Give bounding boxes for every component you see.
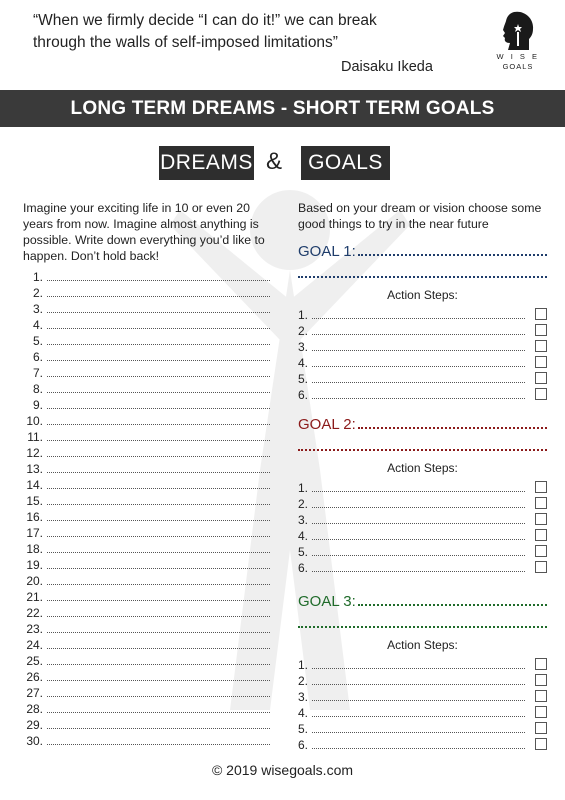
action-step[interactable]	[298, 736, 547, 752]
action-step-checkbox[interactable]	[535, 513, 547, 525]
action-step[interactable]	[298, 338, 547, 354]
dream-write-line[interactable]	[47, 655, 270, 665]
action-step-checkbox[interactable]	[535, 738, 547, 750]
action-step-number: 5.	[298, 545, 309, 559]
action-steps-list	[298, 656, 547, 752]
dream-write-line[interactable]	[47, 719, 270, 729]
dream-write-line[interactable]	[47, 351, 270, 361]
dream-line[interactable]	[23, 300, 270, 316]
dream-line[interactable]	[23, 380, 270, 396]
dream-write-line[interactable]	[47, 671, 270, 681]
dream-write-line[interactable]	[47, 687, 270, 697]
goals-tag: GOALS	[301, 146, 390, 180]
action-step-checkbox[interactable]	[535, 356, 547, 368]
action-step[interactable]	[298, 656, 547, 672]
goal-title: GOAL 1:	[298, 243, 356, 260]
head-silhouette-icon	[500, 10, 536, 52]
action-step-number: 4.	[298, 529, 309, 543]
dream-line[interactable]	[23, 492, 270, 508]
action-step-write-line[interactable]	[312, 341, 525, 351]
dream-line-number: 10.	[26, 414, 43, 428]
action-step[interactable]	[298, 543, 547, 559]
dream-line[interactable]	[23, 508, 270, 524]
action-step-number: 1.	[298, 308, 309, 322]
action-step-write-line[interactable]	[312, 546, 525, 556]
action-step-write-line[interactable]	[312, 723, 525, 733]
action-step[interactable]	[298, 559, 547, 575]
dream-line-number: 27.	[26, 686, 43, 700]
goal-heading	[298, 590, 547, 610]
dream-write-line[interactable]	[47, 511, 270, 521]
action-step[interactable]	[298, 704, 547, 720]
action-step[interactable]	[298, 322, 547, 338]
dream-line-number: 4.	[32, 318, 43, 332]
dream-write-line[interactable]	[47, 479, 270, 489]
dream-line[interactable]	[23, 428, 270, 444]
dream-line[interactable]	[23, 524, 270, 540]
dream-line[interactable]	[23, 684, 270, 700]
dream-line[interactable]	[23, 460, 270, 476]
action-step[interactable]	[298, 479, 547, 495]
dream-line-number: 22.	[26, 606, 43, 620]
action-step-number: 5.	[298, 722, 309, 736]
page-title-banner: LONG TERM DREAMS - SHORT TERM GOALS	[0, 90, 565, 127]
dream-line[interactable]	[23, 332, 270, 348]
action-step-checkbox[interactable]	[535, 722, 547, 734]
action-steps-label: Action Steps:	[387, 638, 458, 652]
dream-line-number: 16.	[26, 510, 43, 524]
logo-line-2: GOALS	[502, 62, 534, 71]
dream-write-line[interactable]	[47, 559, 270, 569]
action-step[interactable]	[298, 672, 547, 688]
dream-write-line[interactable]	[47, 527, 270, 537]
goal-heading	[298, 413, 547, 433]
action-step-write-line[interactable]	[312, 675, 525, 685]
dream-write-line[interactable]	[47, 543, 270, 553]
logo-line-1: W I S E	[496, 52, 540, 61]
dream-line-number: 21.	[26, 590, 43, 604]
goal-title: GOAL 3:	[298, 593, 356, 610]
action-step-write-line[interactable]	[312, 389, 525, 399]
action-step-checkbox[interactable]	[535, 545, 547, 557]
copyright-footer: © 2019 wisegoals.com	[211, 762, 354, 778]
goal-write-line[interactable]	[358, 417, 547, 429]
action-step[interactable]	[298, 511, 547, 527]
action-step-write-line[interactable]	[312, 498, 525, 508]
action-step-checkbox[interactable]	[535, 372, 547, 384]
dream-line-number: 7.	[32, 366, 43, 380]
action-step[interactable]	[298, 688, 547, 704]
goal-3-section	[298, 590, 547, 752]
dream-line[interactable]	[23, 700, 270, 716]
dream-write-line[interactable]	[47, 575, 270, 585]
action-step-write-line[interactable]	[312, 562, 525, 572]
dream-line[interactable]	[23, 620, 270, 636]
action-step-number: 6.	[298, 388, 309, 402]
action-step-checkbox[interactable]	[535, 674, 547, 686]
dream-line[interactable]	[23, 364, 270, 380]
action-step-write-line[interactable]	[312, 691, 525, 701]
action-step-write-line[interactable]	[312, 357, 525, 367]
dream-line-number: 24.	[26, 638, 43, 652]
dream-line-number: 13.	[26, 462, 43, 476]
action-step-write-line[interactable]	[312, 707, 525, 717]
dream-write-line[interactable]	[47, 335, 270, 345]
dream-line[interactable]	[23, 556, 270, 572]
action-step-number: 5.	[298, 372, 309, 386]
action-step-write-line[interactable]	[312, 325, 525, 335]
action-step-checkbox[interactable]	[535, 706, 547, 718]
goals-instructions: Based on your dream or vision choose some good things to try in the near future	[298, 201, 542, 231]
action-step-number: 6.	[298, 561, 309, 575]
dream-write-line[interactable]	[47, 463, 270, 473]
action-steps-list	[298, 306, 547, 402]
dream-line[interactable]	[23, 716, 270, 732]
wise-goals-logo	[494, 10, 542, 80]
action-step-write-line[interactable]	[312, 373, 525, 383]
action-steps-list	[298, 479, 547, 575]
action-step[interactable]	[298, 527, 547, 543]
action-step[interactable]	[298, 720, 547, 736]
dreams-instructions: Imagine your exciting life in 10 or even 20 years from now. Imagine almost anything is possible. Write down everything you’d like to happen. Don’t hold back!	[23, 201, 265, 263]
dream-line-number: 12.	[26, 446, 43, 460]
dream-write-line[interactable]	[47, 639, 270, 649]
action-steps-label: Action Steps:	[387, 288, 458, 302]
dream-line-number: 2.	[32, 286, 43, 300]
goal-2-section	[298, 413, 547, 575]
goal-heading	[298, 240, 547, 260]
dream-line-number: 28.	[26, 702, 43, 716]
dream-line-number: 26.	[26, 670, 43, 684]
dream-line[interactable]	[23, 572, 270, 588]
dream-line[interactable]	[23, 412, 270, 428]
dream-line[interactable]	[23, 540, 270, 556]
dream-line[interactable]	[23, 476, 270, 492]
dream-write-line[interactable]	[47, 415, 270, 425]
action-steps-label: Action Steps:	[387, 461, 458, 475]
dream-line-number: 1.	[32, 270, 43, 284]
dream-write-line[interactable]	[47, 383, 270, 393]
dream-line[interactable]	[23, 316, 270, 332]
action-step-checkbox[interactable]	[535, 497, 547, 509]
action-step-number: 3.	[298, 690, 309, 704]
action-step-checkbox[interactable]	[535, 481, 547, 493]
dreams-tag: DREAMS	[159, 146, 254, 180]
dream-line-number: 14.	[26, 478, 43, 492]
dream-line-number: 8.	[32, 382, 43, 396]
dream-line-number: 17.	[26, 526, 43, 540]
dream-line-number: 19.	[26, 558, 43, 572]
dream-line[interactable]	[23, 604, 270, 620]
goal-title: GOAL 2:	[298, 416, 356, 433]
action-step[interactable]	[298, 354, 547, 370]
action-step-checkbox[interactable]	[535, 690, 547, 702]
action-step-checkbox[interactable]	[535, 561, 547, 573]
action-step[interactable]	[298, 306, 547, 322]
goal-write-line-2[interactable]	[298, 266, 547, 278]
dream-line-number: 9.	[32, 398, 43, 412]
dream-line-number: 11.	[27, 430, 43, 444]
dream-write-line[interactable]	[47, 319, 270, 329]
action-step-number: 2.	[298, 674, 309, 688]
quote-text: “When we firmly decide “I can do it!” we can break through the walls of self-imposed limitations”	[33, 12, 377, 51]
goal-write-line[interactable]	[358, 594, 547, 606]
quote-author: Daisaku Ikeda	[341, 59, 433, 75]
action-step-number: 4.	[298, 356, 309, 370]
dream-line[interactable]	[23, 652, 270, 668]
action-step-write-line[interactable]	[312, 514, 525, 524]
action-step-checkbox[interactable]	[535, 388, 547, 400]
dream-line[interactable]	[23, 636, 270, 652]
dream-line[interactable]	[23, 444, 270, 460]
dream-line-number: 18.	[26, 542, 43, 556]
goal-write-line[interactable]	[358, 244, 547, 256]
action-step-number: 3.	[298, 513, 309, 527]
dream-line-number: 23.	[26, 622, 43, 636]
dream-write-line[interactable]	[47, 623, 270, 633]
dream-line[interactable]	[23, 668, 270, 684]
action-step-checkbox[interactable]	[535, 340, 547, 352]
dream-line-number: 20.	[26, 574, 43, 588]
dream-line[interactable]	[23, 588, 270, 604]
ampersand: &	[266, 148, 283, 175]
dream-line[interactable]	[23, 284, 270, 300]
action-step-write-line[interactable]	[312, 530, 525, 540]
action-step-number: 6.	[298, 738, 309, 752]
action-step-number: 2.	[298, 324, 309, 338]
action-step-write-line[interactable]	[312, 482, 525, 492]
action-step[interactable]	[298, 495, 547, 511]
dream-write-line[interactable]	[47, 271, 270, 281]
action-step-number: 3.	[298, 340, 309, 354]
dream-write-line[interactable]	[47, 495, 270, 505]
dream-line-number: 29.	[26, 718, 43, 732]
goal-write-line-2[interactable]	[298, 616, 547, 628]
dream-line-number: 15.	[26, 494, 43, 508]
action-step[interactable]	[298, 386, 547, 402]
dream-write-line[interactable]	[47, 591, 270, 601]
dream-write-line[interactable]	[47, 703, 270, 713]
dream-write-line[interactable]	[47, 399, 270, 409]
action-step-checkbox[interactable]	[535, 658, 547, 670]
dream-write-line[interactable]	[47, 735, 270, 745]
dream-line-number: 25.	[26, 654, 43, 668]
action-step-write-line[interactable]	[312, 309, 525, 319]
dream-write-line[interactable]	[47, 287, 270, 297]
dream-write-line[interactable]	[47, 431, 270, 441]
action-step[interactable]	[298, 370, 547, 386]
dream-write-line[interactable]	[47, 303, 270, 313]
action-step-write-line[interactable]	[312, 739, 525, 749]
dream-line-number: 30.	[26, 734, 43, 748]
dream-line[interactable]	[23, 348, 270, 364]
goal-write-line-2[interactable]	[298, 439, 547, 451]
dream-write-line[interactable]	[47, 367, 270, 377]
action-step-checkbox[interactable]	[535, 324, 547, 336]
action-step-checkbox[interactable]	[535, 308, 547, 320]
dream-line[interactable]	[23, 396, 270, 412]
dream-line[interactable]	[23, 268, 270, 284]
action-step-number: 1.	[298, 481, 309, 495]
dreams-list	[23, 268, 270, 748]
action-step-number: 1.	[298, 658, 309, 672]
dream-line-number: 3.	[32, 302, 43, 316]
goal-1-section	[298, 240, 547, 402]
dream-line-number: 5.	[32, 334, 43, 348]
action-step-write-line[interactable]	[312, 659, 525, 669]
dream-write-line[interactable]	[47, 447, 270, 457]
dream-write-line[interactable]	[47, 607, 270, 617]
dream-line[interactable]	[23, 732, 270, 748]
action-step-number: 2.	[298, 497, 309, 511]
dream-line-number: 6.	[32, 350, 43, 364]
action-step-checkbox[interactable]	[535, 529, 547, 541]
action-step-number: 4.	[298, 706, 309, 720]
